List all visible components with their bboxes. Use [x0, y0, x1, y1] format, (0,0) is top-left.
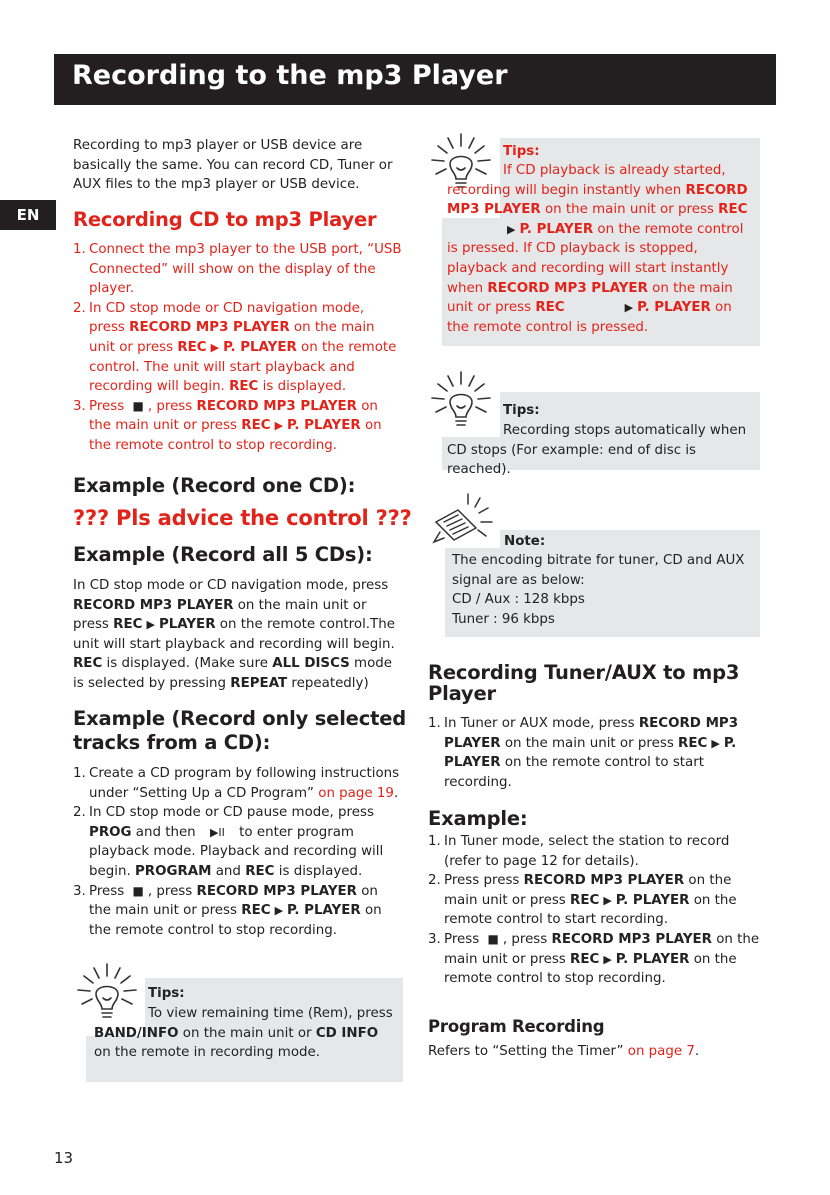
tip-title: Tips: [503, 403, 540, 418]
cd-steps-list [73, 240, 403, 456]
step-text: and then [131, 824, 200, 840]
step-text: on the main unit or press [500, 735, 679, 751]
tuner-example-steps [428, 832, 762, 989]
note-bitrate-line1: The encoding bitrate for tuner, CD and AUX signal are as below: [452, 553, 745, 588]
button-name: P. PLAYER [615, 951, 690, 967]
play-icon: ▶ [711, 736, 720, 750]
note-bitrate-line2: CD / Aux : 128 kbps [452, 592, 585, 607]
button-name: PROG [89, 824, 132, 840]
button-name: P. PLAYER [615, 892, 690, 908]
step-text: In CD stop mode or CD pause mode, press [89, 805, 374, 821]
button-name: REC [570, 951, 600, 967]
note-title [504, 532, 754, 552]
paragraph-text: on the remote control.The unit will start playback and recording will begin. [73, 617, 395, 652]
button-name: CD INFO [315, 1025, 379, 1041]
tip-remaining-text [94, 1004, 394, 1063]
page-title: Recording to the mp3 Player [72, 60, 508, 91]
page-number: 13 [54, 1149, 74, 1167]
step-text: Press [89, 883, 129, 899]
list-item [73, 397, 403, 456]
step-number: 2. [428, 873, 441, 889]
step-text: on the remote control to stop recording. [89, 418, 382, 453]
tip-text: on the remote control is pressed. If CD playback is stopped, playback and recording will start instantly when [447, 221, 744, 296]
play-icon: ▶ [210, 340, 220, 354]
tip-stops-title [503, 401, 753, 421]
button-name: P. PLAYER [287, 418, 361, 434]
mode-name: ALL DISCS [272, 656, 350, 672]
program-recording-text [428, 1042, 762, 1062]
step-text: In CD stop mode or CD navigation mode, press [89, 300, 365, 336]
button-name: REC [229, 379, 259, 395]
button-name: REC [113, 617, 143, 633]
step-text: Connect the mp3 player to the USB port, “USB Connected” will show on the display of the player. [89, 242, 402, 297]
paragraph-text: mode is selected by pressing [73, 656, 393, 691]
list-item [73, 764, 403, 803]
button-name: P. PLAYER [444, 735, 737, 771]
button-name: RECORD MP3 PLAYER [523, 873, 685, 889]
list-item [428, 871, 762, 930]
stop-icon: ■ [132, 398, 144, 413]
advice-note: ??? Pls advice the control ??? [73, 506, 412, 530]
note-bitrate-line3: Tuner : 96 kbps [452, 612, 555, 627]
button-name: P. PLAYER [287, 903, 361, 919]
example-selected-heading-line1: Example (Record only selected [73, 707, 406, 730]
tuner-section-heading-line2: Player [428, 682, 496, 705]
button-name: P. PLAYER [223, 339, 297, 355]
step-number: 2. [73, 300, 86, 316]
list-item [73, 882, 403, 941]
note-pad-icon [428, 492, 500, 548]
button-name: RECORD MP3 PLAYER [73, 597, 234, 613]
tip-text: on the remote in recording mode. [94, 1045, 321, 1061]
tuner-section-heading-line1: Recording Tuner/AUX to mp3 [428, 661, 740, 684]
tip-title: Tips: [148, 986, 185, 1001]
tuner-steps-list [428, 714, 760, 792]
step-number: 1. [428, 834, 441, 849]
tip-text: If CD playback is already started, recording will begin instantly when [447, 163, 726, 198]
button-name: P. PLAYER [637, 300, 711, 316]
list-item [428, 714, 760, 792]
note-title-text: Note: [504, 534, 546, 549]
step-text: and [211, 863, 246, 879]
step-text: , press [147, 398, 197, 414]
button-name: RECORD MP3 PLAYER [551, 931, 712, 947]
tip-remaining-title [148, 984, 398, 1004]
paragraph-text: . [694, 1044, 700, 1059]
button-name: P. PLAYER [519, 221, 594, 237]
step-text: Press [89, 398, 129, 414]
button-name: RECORD MP3 PLAYER [487, 280, 648, 296]
play-icon: ▶ [507, 222, 516, 236]
paragraph-text: is displayed. (Make sure [102, 656, 273, 672]
tip-playback-title [503, 142, 753, 162]
paragraph-text: Refers to “Setting the Timer” [428, 1044, 628, 1059]
button-name: RECORD MP3 PLAYER [196, 883, 357, 899]
tip-text: To view remaining time (Rem), press [148, 1006, 393, 1021]
button-name: REPEAT [230, 675, 288, 691]
list-item [73, 803, 403, 881]
step-text: Press [444, 931, 484, 947]
button-name: REC [177, 339, 207, 355]
button-name: REC [241, 418, 271, 434]
example-selected-heading-line2: tracks from a CD): [73, 731, 271, 754]
example-selected-steps [73, 764, 403, 940]
button-name: RECORD MP3 PLAYER [447, 182, 748, 218]
step-text: to enter program playback mode. Playback and recording will begin. [89, 824, 384, 879]
button-name: RECORD MP3 PLAYER [129, 320, 290, 336]
example-all-paragraph [73, 576, 403, 694]
example-all-heading: Example (Record all 5 CDs): [73, 543, 373, 566]
step-number: 3. [73, 398, 86, 414]
button-name: PLAYER [158, 617, 216, 633]
tuner-example-heading: Example: [428, 807, 528, 830]
play-icon: ▶ [274, 419, 284, 433]
step-text: is displayed. [258, 379, 347, 395]
tip-stops-text: Recording stops automatically when CD stops (For example: end of disc is reached). [447, 423, 747, 478]
step-text: on the remote control to start recording. [444, 755, 705, 790]
paragraph-text: on the main unit or press [73, 597, 367, 633]
language-tab: EN [0, 200, 56, 230]
list-item [73, 299, 403, 397]
stop-icon: ■ [132, 883, 144, 898]
example-one-heading: Example (Record one CD): [73, 474, 356, 497]
button-name: REC [718, 202, 748, 218]
play-icon: ▶ [274, 904, 284, 918]
play-icon: ▶ [624, 301, 634, 315]
cd-section-heading: Recording CD to mp3 Player [73, 208, 377, 231]
step-text: , press [502, 931, 552, 947]
button-name: REC [73, 656, 103, 672]
step-text: on the main unit or press [89, 320, 375, 355]
page-reference-link[interactable]: on page 19 [318, 785, 394, 801]
paragraph-text: In CD stop mode or CD navigation mode, press [73, 578, 389, 593]
tip-text: on the main unit or press [540, 202, 719, 218]
step-text: on the main unit or press [89, 398, 378, 434]
step-text: , press [147, 883, 197, 899]
step-text: . [393, 785, 399, 801]
play-icon: ▶ [603, 952, 612, 966]
play-icon: ▶ [146, 618, 155, 632]
step-text: on the main unit or press [89, 883, 378, 919]
tip-title: Tips: [503, 144, 540, 159]
list-item [73, 240, 403, 299]
button-name: RECORD MP3 PLAYER [444, 716, 739, 751]
play-pause-icon: ▶II [209, 825, 225, 839]
step-text: on the remote control to stop recording. [89, 903, 382, 938]
intro-paragraph: Recording to mp3 player or USB device are basically the same. You can record CD, Tuner or AUX files to the mp3 player or USB device. [73, 138, 393, 193]
step-text: In Tuner mode, select the station to record (refer to page 12 for details). [444, 834, 730, 869]
step-text: on the remote control to start recording. [444, 892, 737, 928]
step-number: 1. [73, 766, 86, 781]
tip-text: on the remote control is pressed. [447, 300, 732, 335]
button-name: REC [535, 300, 565, 316]
button-name: BAND/INFO [94, 1025, 179, 1041]
display-text: PROGRAM [134, 863, 212, 879]
step-number: 3. [73, 883, 86, 899]
play-icon: ▶ [603, 893, 612, 907]
stop-icon: ■ [487, 931, 499, 946]
step-number: 1. [73, 242, 86, 257]
step-text: Press press [444, 873, 524, 889]
page-header-bar [54, 54, 776, 105]
step-text: on the main unit or press [444, 873, 732, 908]
program-recording-heading: Program Recording [428, 1017, 605, 1036]
list-item [428, 930, 762, 989]
step-number: 3. [428, 931, 441, 947]
step-number: 1. [428, 716, 441, 731]
step-text: on the remote control. The unit will start playback and recording will begin. [89, 339, 397, 395]
step-text: In Tuner or AUX mode, press [444, 716, 639, 731]
tip-text: on the main unit or press [447, 280, 733, 316]
button-name: REC [678, 735, 708, 751]
button-name: REC [570, 892, 600, 908]
display-text: REC [245, 863, 275, 879]
step-text: on the remote control to stop recording. [444, 951, 737, 987]
paragraph-text: repeatedly) [287, 675, 369, 691]
step-text: Create a CD program by following instructions under “Setting Up a CD Program” [89, 766, 400, 801]
step-text: is displayed. [274, 863, 363, 879]
step-number: 2. [73, 805, 86, 821]
tip-playback-text [447, 161, 755, 337]
list-item [428, 832, 762, 871]
button-name: RECORD MP3 PLAYER [196, 398, 357, 414]
tip-text: on the main unit or [178, 1025, 316, 1041]
step-text: on the main unit or press [444, 931, 760, 967]
page-reference-link[interactable]: on page 7 [627, 1044, 695, 1059]
button-name: REC [241, 903, 271, 919]
